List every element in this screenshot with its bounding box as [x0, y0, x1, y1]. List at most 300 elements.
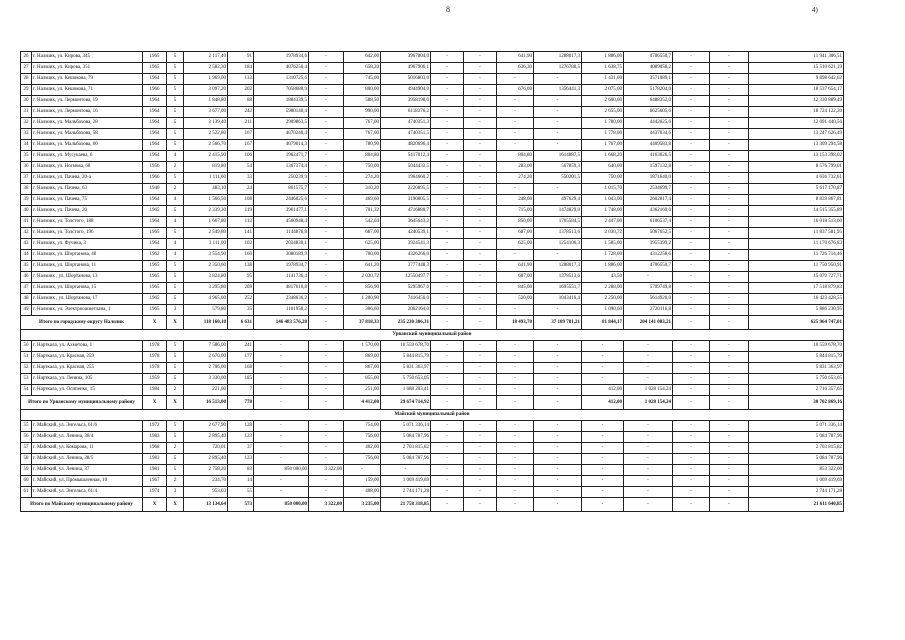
- table-cell: г. Нарткала, ул. Ахметова, 1: [32, 341, 143, 352]
- table-cell: 867,00: [344, 363, 381, 374]
- table-cell: -: [497, 118, 534, 129]
- table-cell: -: [497, 140, 534, 151]
- table-cell: 250239,9: [254, 173, 309, 184]
- table-cell: -: [673, 74, 710, 85]
- table-cell: г. Нальчик, ул. Ногмова, 68: [32, 162, 143, 173]
- table-cell: -: [431, 272, 464, 283]
- table-cell: 1940: [143, 184, 167, 195]
- table-cell: -: [254, 443, 309, 454]
- table-cell: 1 069 419,69: [381, 476, 431, 487]
- table-cell: -: [309, 96, 344, 107]
- table-cell: -: [710, 239, 749, 250]
- table-cell: 235 230 306,31: [381, 316, 431, 330]
- table-cell: г. Нарткала, ул. Ленина, 105: [32, 374, 143, 385]
- table-cell: 1 969,00: [184, 74, 228, 85]
- total-row: [21, 316, 844, 330]
- table-cell: 5178204,0: [624, 85, 673, 96]
- table-cell: -: [309, 432, 344, 443]
- total-row: [21, 498, 844, 512]
- table-cell: -: [710, 118, 749, 129]
- table-body: [21, 52, 844, 512]
- table-cell: -: [464, 74, 497, 85]
- table-cell: 4089058,2: [624, 63, 673, 74]
- table-cell: 1254106,3: [534, 239, 582, 250]
- table-cell: -: [582, 487, 624, 498]
- table-cell: 625,00: [497, 239, 534, 250]
- table-cell: -: [464, 261, 497, 272]
- table-cell: 1276780,5: [534, 63, 582, 74]
- table-cell: 45: [21, 261, 32, 272]
- table-cell: 37: [228, 443, 254, 454]
- table-cell: 38: [21, 184, 32, 195]
- table-cell: 5 844 815,79: [381, 352, 431, 363]
- table-cell: 1 028 154,24: [624, 396, 673, 410]
- table-cell: -: [710, 498, 749, 512]
- table-cell: -: [254, 454, 309, 465]
- table-cell: -: [254, 421, 309, 432]
- table-cell: 248,00: [497, 195, 534, 206]
- table-cell: 55: [228, 487, 254, 498]
- table-cell: -: [710, 151, 749, 162]
- table-cell: 1288017,3: [534, 52, 582, 63]
- housing-table: [20, 51, 844, 512]
- table-cell: 15 070 727,71: [749, 272, 844, 283]
- table-cell: 4437034,6: [624, 129, 673, 140]
- table-cell: 53: [21, 374, 32, 385]
- table-cell: -: [624, 432, 673, 443]
- table-cell: -: [582, 465, 624, 476]
- table-cell: 1972: [143, 421, 167, 432]
- table-cell: г. Майский, ул. Комарова, 11: [32, 443, 143, 454]
- table-cell: -: [464, 52, 497, 63]
- table-cell: 715,00: [497, 206, 534, 217]
- table-cell: 185: [228, 374, 254, 385]
- table-row: [21, 195, 844, 206]
- table-cell: 550201,5: [534, 173, 582, 184]
- table-cell: 1965: [143, 283, 167, 294]
- table-cell: 50: [21, 341, 32, 352]
- table-cell: 1 566,50: [184, 195, 228, 206]
- table-cell: -: [710, 261, 749, 272]
- table-cell: 1965: [143, 261, 167, 272]
- housing-register-sheet: [20, 51, 843, 512]
- table-cell: 3: [167, 305, 184, 316]
- table-cell: 2 288,00: [582, 283, 624, 294]
- table-cell: -: [673, 151, 710, 162]
- table-cell: -: [431, 294, 464, 305]
- table-cell: 5295967,6: [381, 283, 431, 294]
- table-cell: 953,03: [184, 487, 228, 498]
- table-cell: 6106537,4: [624, 217, 673, 228]
- table-cell: 1141736,4: [254, 272, 309, 283]
- table-cell: 1965: [143, 52, 167, 63]
- corner-mark: 4): [812, 6, 818, 14]
- table-cell: -: [431, 184, 464, 195]
- table-cell: 800,00: [344, 85, 381, 96]
- table-cell: -: [710, 107, 749, 118]
- table-cell: -: [534, 487, 582, 498]
- table-cell: -: [534, 96, 582, 107]
- table-cell: -: [624, 443, 673, 454]
- table-cell: 2 447,00: [582, 217, 624, 228]
- table-row: [21, 184, 844, 195]
- table-cell: 123: [228, 454, 254, 465]
- table-cell: -: [673, 250, 710, 261]
- table-cell: 1984: [143, 385, 167, 396]
- table-cell: -: [497, 432, 534, 443]
- table-cell: 37: [21, 173, 32, 184]
- table-cell: -: [710, 173, 749, 184]
- table-cell: 29: [21, 85, 32, 96]
- table-cell: -: [431, 96, 464, 107]
- table-cell: 1 688 203,41: [381, 385, 431, 396]
- table-cell: -: [309, 487, 344, 498]
- table-cell: -: [464, 316, 497, 330]
- table-cell: -: [710, 352, 749, 363]
- table-cell: 850 000,00: [254, 465, 309, 476]
- table-cell: -: [534, 374, 582, 385]
- table-cell: -: [431, 341, 464, 352]
- table-cell: 7416456,0: [381, 294, 431, 305]
- table-cell: -: [673, 217, 710, 228]
- table-cell: 5: [167, 129, 184, 140]
- table-cell: -: [710, 228, 749, 239]
- table-row: [21, 118, 844, 129]
- table-cell: г. Нальчик, ул. Кирова, 345: [32, 52, 143, 63]
- table-cell: -: [534, 352, 582, 363]
- table-cell: 91: [228, 52, 254, 63]
- table-cell: 1964: [143, 217, 167, 228]
- table-cell: 3 330,00: [184, 374, 228, 385]
- table-cell: -: [464, 283, 497, 294]
- table-cell: 4 965,00: [184, 294, 228, 305]
- table-cell: -: [431, 487, 464, 498]
- table-cell: -: [431, 421, 464, 432]
- table-cell: -: [710, 283, 749, 294]
- table-cell: 55: [21, 421, 32, 432]
- table-cell: 13 153 398,02: [749, 151, 844, 162]
- table-cell: -: [431, 352, 464, 363]
- table-cell: 2 566,70: [184, 140, 228, 151]
- table-row: [21, 305, 844, 316]
- table-cell: 1 748,00: [582, 206, 624, 217]
- table-cell: 2: [167, 162, 184, 173]
- table-cell: 2909863,5: [254, 118, 309, 129]
- table-cell: -: [497, 363, 534, 374]
- table-cell: -: [673, 96, 710, 107]
- table-row: [21, 173, 844, 184]
- table-cell: -: [710, 305, 749, 316]
- table-cell: -: [431, 465, 464, 476]
- table-cell: -: [497, 250, 534, 261]
- table-cell: 5044432,5: [381, 162, 431, 173]
- table-cell: 12550497,7: [381, 272, 431, 283]
- table-cell: -: [497, 129, 534, 140]
- table-cell: 520,00: [497, 294, 534, 305]
- table-cell: -: [673, 352, 710, 363]
- table-cell: 2: [167, 385, 184, 396]
- table-cell: 1 668,20: [582, 151, 624, 162]
- table-cell: 750,00: [344, 162, 381, 173]
- table-cell: 234,70: [184, 476, 228, 487]
- table-cell: -: [431, 239, 464, 250]
- table-cell: -: [710, 184, 749, 195]
- table-cell: 56: [21, 432, 32, 443]
- table-cell: 1965: [143, 294, 167, 305]
- table-cell: -: [673, 443, 710, 454]
- table-cell: 32: [21, 118, 32, 129]
- table-cell: 756,00: [344, 432, 381, 443]
- table-row: [21, 151, 844, 162]
- table-cell: г. Нальчик, ул. Кешокова, 79: [32, 74, 143, 85]
- table-row: [21, 206, 844, 217]
- table-cell: 310,20: [344, 184, 381, 195]
- table-cell: 2 549,80: [184, 228, 228, 239]
- table-cell: 636,30: [497, 63, 534, 74]
- table-cell: 687,00: [344, 228, 381, 239]
- section-header-row: [21, 410, 844, 421]
- table-cell: 5 831 363,97: [749, 363, 844, 374]
- table-cell: 5: [167, 465, 184, 476]
- table-cell: 1 015,70: [582, 184, 624, 195]
- table-cell: 2446025,6: [254, 195, 309, 206]
- table-cell: -: [309, 107, 344, 118]
- table-cell: 1695551,7: [534, 283, 582, 294]
- table-cell: -: [710, 162, 749, 173]
- table-cell: 4820696,4: [381, 140, 431, 151]
- table-cell: 5: [167, 352, 184, 363]
- table-row: [21, 74, 844, 85]
- table-cell: 3924541,3: [381, 239, 431, 250]
- table-cell: -: [464, 305, 497, 316]
- table-cell: 221,00: [184, 385, 228, 396]
- table-row: [21, 465, 844, 476]
- table-cell: 2062164,0: [381, 305, 431, 316]
- table-cell: -: [673, 363, 710, 374]
- table-cell: 3 554,90: [184, 250, 228, 261]
- table-cell: -: [710, 217, 749, 228]
- table-cell: 720,01: [184, 443, 228, 454]
- table-cell: 54: [21, 385, 32, 396]
- table-cell: -: [464, 129, 497, 140]
- table-cell: 5: [167, 272, 184, 283]
- table-cell: -: [710, 396, 749, 410]
- table-cell: -: [673, 261, 710, 272]
- table-cell: 141: [228, 228, 254, 239]
- table-cell: 11 750 950,91: [749, 261, 844, 272]
- table-cell: 1967: [143, 476, 167, 487]
- table-cell: 2034830,1: [254, 239, 309, 250]
- table-row: [21, 294, 844, 305]
- table-cell: г. Нальчик, ул. Электрооасветлана, 1: [32, 305, 143, 316]
- table-cell: 8 576 799,01: [749, 162, 844, 173]
- table-cell: 177: [228, 352, 254, 363]
- table-cell: 1964: [143, 96, 167, 107]
- table-cell: -: [673, 118, 710, 129]
- table-cell: 159,00: [344, 476, 381, 487]
- table-cell: г. Нальчик, ул. Пачева, 63: [32, 184, 143, 195]
- table-cell: 1 778,00: [582, 129, 624, 140]
- table-cell: 756,00: [344, 454, 381, 465]
- table-cell: -: [710, 63, 749, 74]
- table-cell: 13 134,64: [184, 498, 228, 512]
- table-cell: 1043416,4: [534, 294, 582, 305]
- table-cell: 2: [167, 184, 184, 195]
- table-cell: -: [673, 465, 710, 476]
- table-cell: 16 513,00: [184, 396, 228, 410]
- table-cell: г. Нальчик , ул. Шортанова, 17: [32, 294, 143, 305]
- table-row: [21, 352, 844, 363]
- table-cell: 18 537 654,17: [749, 85, 844, 96]
- table-cell: -: [673, 374, 710, 385]
- table-cell: 1964: [143, 195, 167, 206]
- table-cell: 57: [21, 443, 32, 454]
- table-cell: 4070240,4: [254, 129, 309, 140]
- table-cell: -: [431, 140, 464, 151]
- table-cell: г. Нальчик, ул. Толстого, 188: [32, 217, 143, 228]
- table-row: [21, 162, 844, 173]
- table-cell: -: [431, 432, 464, 443]
- table-cell: 2 339,30: [184, 206, 228, 217]
- table-cell: -: [534, 107, 582, 118]
- table-cell: 658,20: [344, 63, 381, 74]
- table-cell: 2 075,00: [582, 85, 624, 96]
- table-cell: 4163026,5: [624, 151, 673, 162]
- table-cell: -: [624, 352, 673, 363]
- table-cell: 701,32: [344, 206, 381, 217]
- table-cell: -: [710, 140, 749, 151]
- table-cell: 856,90: [344, 283, 381, 294]
- table-cell: -: [431, 85, 464, 96]
- table-cell: г. Майский, ул. Ленина, 37: [32, 465, 143, 476]
- table-cell: 1978: [143, 363, 167, 374]
- table-cell: 1956: [143, 162, 167, 173]
- table-cell: Итого по Майскому муниципальному району: [21, 498, 143, 512]
- table-cell: -: [431, 118, 464, 129]
- table-cell: -: [464, 476, 497, 487]
- table-cell: г. Нальчик , ул. Шортанова, 13: [32, 272, 143, 283]
- table-cell: 1367374,4: [254, 162, 309, 173]
- table-cell: -: [309, 261, 344, 272]
- table-cell: -: [673, 173, 710, 184]
- table-cell: г. Нальчик, ул. Толстого, 196: [32, 228, 143, 239]
- table-cell: -: [464, 140, 497, 151]
- table-cell: 49: [21, 305, 32, 316]
- table-cell: 3 322,00: [309, 465, 344, 476]
- table-cell: 83: [228, 465, 254, 476]
- table-cell: -: [534, 305, 582, 316]
- table-cell: -: [624, 341, 673, 352]
- table-cell: 2 250,00: [582, 294, 624, 305]
- table-cell: 850,00: [497, 217, 534, 228]
- table-cell: 2 677,90: [184, 421, 228, 432]
- table-cell: 1964: [143, 140, 167, 151]
- table-cell: 306,60: [344, 305, 381, 316]
- table-cell: -: [431, 363, 464, 374]
- table-cell: -: [497, 476, 534, 487]
- table-cell: -: [464, 294, 497, 305]
- table-cell: 10 559 678,70: [381, 341, 431, 352]
- table-cell: -: [309, 217, 344, 228]
- table-cell: -: [710, 195, 749, 206]
- table-cell: 3 295,80: [184, 283, 228, 294]
- table-cell: -: [309, 228, 344, 239]
- table-cell: 1597132,8: [624, 162, 673, 173]
- table-cell: 54: [228, 162, 254, 173]
- table-cell: 687,00: [497, 272, 534, 283]
- table-cell: 2 350,60: [184, 261, 228, 272]
- table-cell: 9 898 642,62: [749, 74, 844, 85]
- table-cell: -: [582, 443, 624, 454]
- table-cell: г. Нальчик, ул. Кешокова, 71: [32, 85, 143, 96]
- table-cell: 760,00: [344, 250, 381, 261]
- table-cell: 35: [21, 151, 32, 162]
- table-cell: 4967906,1: [381, 63, 431, 74]
- table-row: [21, 85, 844, 96]
- table-cell: 2 655,00: [582, 107, 624, 118]
- table-cell: -: [710, 206, 749, 217]
- table-cell: -: [309, 443, 344, 454]
- table-cell: -: [464, 363, 497, 374]
- table-cell: 1884339,5: [254, 96, 309, 107]
- table-cell: -: [464, 454, 497, 465]
- table-cell: -: [309, 173, 344, 184]
- table-cell: 542,04: [344, 217, 381, 228]
- table-cell: 3190005,5: [381, 195, 431, 206]
- table-cell: -: [431, 228, 464, 239]
- table-cell: 412,00: [582, 396, 624, 410]
- table-cell: -: [673, 63, 710, 74]
- table-cell: -: [431, 217, 464, 228]
- table-cell: 88: [228, 96, 254, 107]
- table-cell: -: [673, 498, 710, 512]
- table-cell: -: [673, 421, 710, 432]
- table-cell: г. Нальчик, ул. Шортанова, 15: [32, 283, 143, 294]
- table-cell: 108: [228, 195, 254, 206]
- table-cell: -: [673, 107, 710, 118]
- table-cell: г. Нарткала, ул. Красная, 259: [32, 352, 143, 363]
- table-cell: -: [710, 341, 749, 352]
- table-cell: 204 141 083,21: [624, 316, 673, 330]
- table-cell: 184: [228, 63, 254, 74]
- table-cell: -: [624, 363, 673, 374]
- table-cell: 2720116,8: [624, 305, 673, 316]
- table-cell: 4 412,00: [344, 396, 381, 410]
- table-cell: 5: [167, 107, 184, 118]
- table-cell: -: [673, 283, 710, 294]
- table-cell: 2 030,72: [582, 228, 624, 239]
- table-cell: -: [464, 107, 497, 118]
- table-cell: -: [431, 374, 464, 385]
- table-cell: -: [431, 107, 464, 118]
- table-cell: 283,00: [497, 162, 534, 173]
- table-cell: 2 744 171,28: [381, 487, 431, 498]
- table-cell: -: [464, 374, 497, 385]
- table-cell: 1 728,00: [582, 250, 624, 261]
- table-cell: 2: [167, 476, 184, 487]
- table-cell: -: [254, 363, 309, 374]
- table-cell: 1983: [143, 432, 167, 443]
- table-cell: 106: [228, 151, 254, 162]
- table-cell: -: [464, 396, 497, 410]
- table-cell: 8 839 867,81: [749, 195, 844, 206]
- table-cell: -: [431, 52, 464, 63]
- table-cell: -: [673, 305, 710, 316]
- table-cell: 5: [167, 341, 184, 352]
- table-cell: -: [673, 195, 710, 206]
- table-cell: 26: [21, 52, 32, 63]
- table-cell: 1 780,00: [582, 118, 624, 129]
